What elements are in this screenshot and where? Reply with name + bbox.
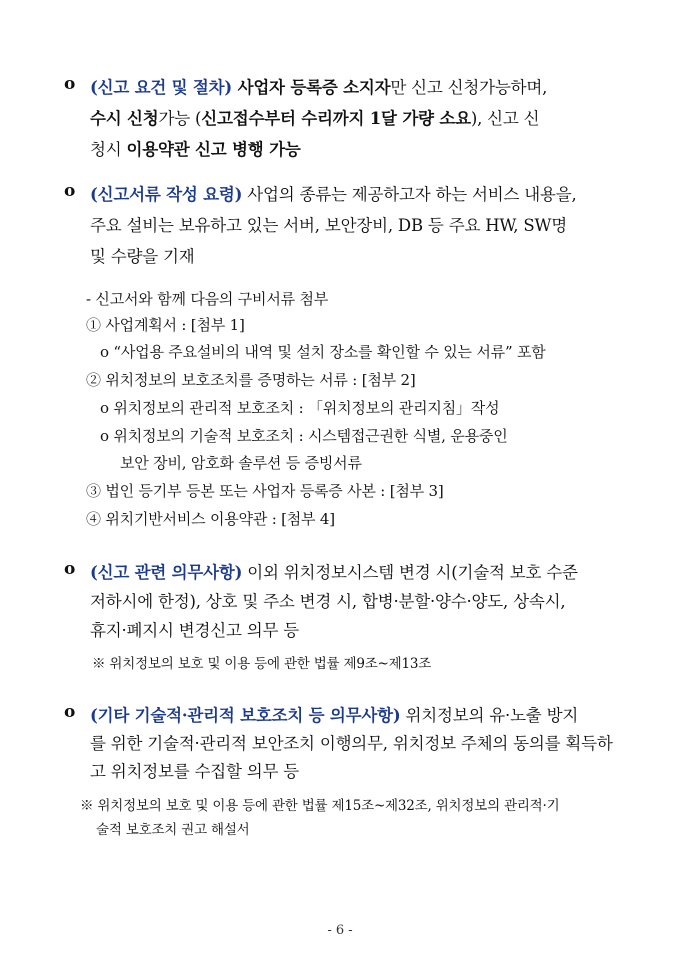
section-line — [90, 559, 578, 583]
text-run: 주요 설비는 보유하고 있는 서버, 보안장비, DB 등 주요 HW, SW명 — [90, 216, 567, 235]
legal-reference-note-2-cont: 술적 보호조치 권고 해설서 — [96, 822, 250, 838]
bullet-marker: o — [64, 74, 76, 94]
section-line — [90, 758, 299, 782]
attachment-item-2: ② 위치정보의 보호조치를 증명하는 서류 : [첨부 2] — [86, 371, 416, 389]
text-run: 및 수량을 기재 — [90, 247, 195, 266]
text-run: 사업의 종류는 제공하고자 하는 서비스 내용을, — [242, 185, 577, 204]
text-run: 만 신고 신청가능하며, — [390, 78, 548, 97]
attachment-item-4: ④ 위치기반서비스 이용약관 : [첨부 4] — [86, 510, 335, 528]
section-line — [90, 243, 195, 267]
text-run: (신고 요건 및 절차) — [90, 78, 233, 97]
text-run: 청시 — [90, 140, 127, 159]
section-line — [90, 730, 613, 754]
text-run: 저하시에 한정), 상호 및 주소 변경 시, 합병·분할·양수·양도, 상속시, — [90, 592, 566, 611]
text-run: (신고서류 작성 요령) — [90, 185, 243, 204]
section-line — [90, 105, 539, 129]
section-line — [90, 181, 577, 205]
section-line — [90, 702, 578, 726]
text-run: 고 위치정보를 수집할 의무 등 — [90, 762, 300, 781]
text-run: 이외 위치정보시스템 변경 시(기술적 보호 수준 — [242, 563, 578, 582]
attachment-item-2-detail-2: o 위치정보의 기술적 보호조치 : 시스템접근권한 식별, 운용중인 — [100, 427, 508, 445]
attachment-item-1: ① 사업계획서 : [첨부 1] — [86, 316, 245, 334]
attachment-item-2-detail-2-cont: 보안 장비, 암호화 솔루션 등 증빙서류 — [120, 454, 362, 472]
text-run: 신고접수부터 수리까지 1달 가량 소요 — [201, 109, 471, 128]
text-run: 수시 신청 — [90, 109, 159, 128]
section-line — [90, 588, 565, 612]
attachment-item-1-detail: o “사업용 주요설비의 내역 및 설치 장소를 확인할 수 있는 서류” 포함 — [100, 343, 546, 361]
page-number: - 6 - — [327, 923, 353, 938]
text-run: 위치정보의 유·노출 방지 — [400, 706, 579, 725]
text-run: 가능 ( — [158, 109, 202, 128]
bullet-marker: o — [64, 181, 76, 201]
text-run: 를 위한 기술적·관리적 보안조치 이행의무, 위치정보 주체의 동의를 획득하 — [90, 734, 613, 753]
text-run: ), 신고 신 — [470, 109, 540, 128]
bullet-marker: o — [64, 702, 76, 722]
text-run: (기타 기술적·관리적 보호조치 등 의무사항) — [90, 706, 401, 725]
bullet-marker: o — [64, 559, 76, 579]
attachment-item-3: ③ 법인 등기부 등본 또는 사업자 등록증 사본 : [첨부 3] — [86, 482, 444, 500]
attachment-intro: - 신고서와 함께 다음의 구비서류 첨부 — [86, 290, 329, 308]
text-run: 휴지·폐지시 변경신고 의무 등 — [90, 621, 300, 640]
section-line — [90, 212, 567, 236]
attachment-item-2-detail-1: o 위치정보의 관리적 보호조치 : 「위치정보의 관리지침」작성 — [100, 399, 500, 417]
legal-reference-note-2: ※ 위치정보의 보호 및 이용 등에 관한 법률 제15조~제32조, 위치정보의 관리적·기 — [80, 798, 560, 814]
section-line — [90, 74, 547, 98]
text-run: 이용약관 신고 병행 가능 — [126, 140, 301, 159]
text-run: (신고 관련 의무사항) — [90, 563, 243, 582]
text-run: 사업자 등록증 소지자 — [232, 78, 391, 97]
section-line — [90, 136, 301, 160]
legal-reference-note-1: ※ 위치정보의 보호 및 이용 등에 관한 법률 제9조~제13조 — [92, 656, 432, 672]
section-line — [90, 617, 299, 641]
